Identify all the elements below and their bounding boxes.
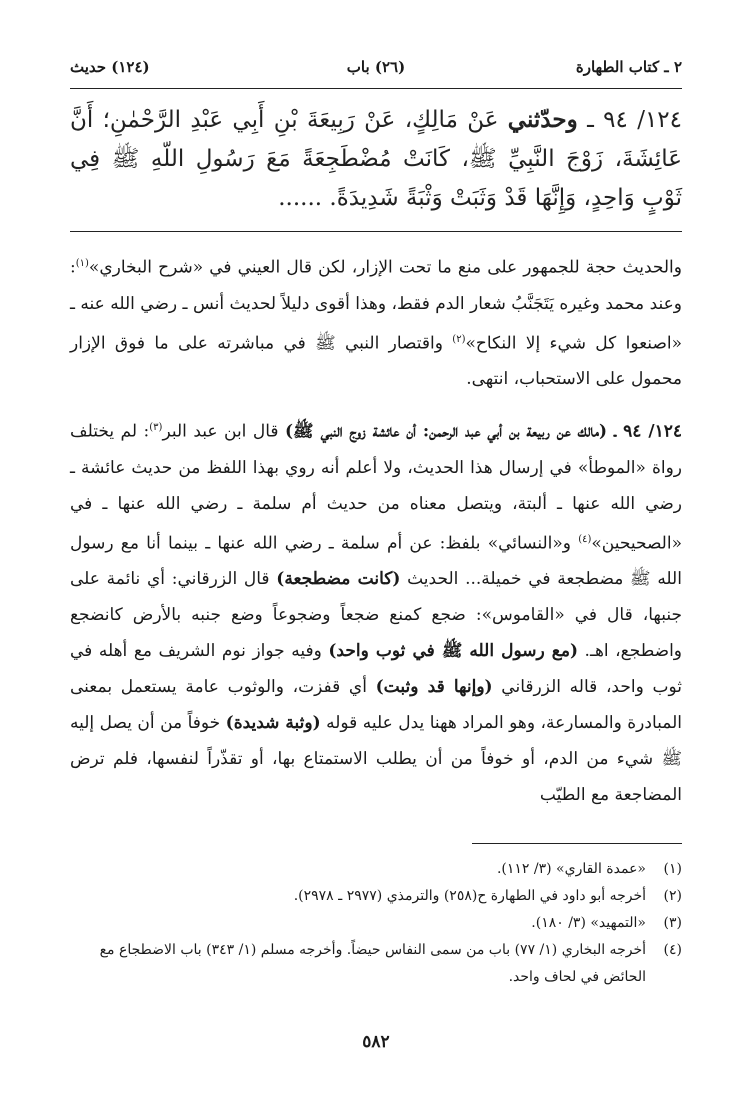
book-page — [70, 0, 682, 1097]
header-rule — [70, 88, 682, 89]
footnote-text: «التمهيد» (٣/ ١٨٠). — [531, 915, 646, 931]
running-header — [70, 58, 682, 86]
commentary-1-text2: : وعند محمد وغيره يَتَجَنَّبُ شعار الدم فقط، وهذا أقوى دليلاً لحديث أنس ـ رضي الله عنه ـ «اصنعوا كل شيء إلا النكاح» — [70, 257, 682, 354]
commentary-2-text4: قال الزرقاني: أي نائمة على جنبها، قال في «القاموس»: ضجع كمنع ضجعاً وضجوعاً وضع جنبه بالأرض كانضجع واضطجع، اهـ. — [70, 569, 683, 662]
footnote-text: أخرجه البخاري (١/ ٧٧) باب من سمى النفاس حيضاً. وأخرجه مسلم (١/ ٣٤٣) باب الاضطجاع مع الحائض في لحاف واحد. — [99, 942, 646, 985]
hadith-text — [70, 100, 682, 218]
footnote-text: أخرجه أبو داود في الطهارة ح(٢٥٨) والترمذي (٢٩٧٧ ـ ٢٩٧٨). — [293, 888, 646, 904]
book-title: ٢ ـ كتاب الطهارة — [575, 58, 682, 76]
footnote-ref-4: (٤) — [578, 533, 592, 545]
commentary-2-text2: : لم يختلف رواة «الموطأ» في إرسال هذا الحديث، ولا أعلم أنه روي بهذا اللفظ من حديث عائشة ـ رضي الله عنها ـ ألبتة، ويتصل معناه من حديث أم سلمة ـ رضي الله عنها ـ في «الصحيحين» — [70, 421, 682, 554]
commentary-1-text: والحديث حجة للجمهور على منع ما تحت الإزار، لكن قال العيني في «شرح البخاري» — [88, 257, 682, 278]
commentary-2-quote-4: (وثبة شديدة) — [225, 713, 321, 734]
footnotes — [70, 856, 682, 991]
footnote-number: (٣) — [663, 915, 682, 931]
commentary-2-text1: قال ابن عبد البر — [162, 421, 286, 442]
commentary-2-text5: وفيه جواز نوم الشريف مع أهله في ثوب واحد، قاله الزرقاني — [70, 641, 682, 698]
commentary-2-text7: خوفاً من أن يصل إليه ﷺ شيء من الدم، أو خوفاً من أن يطلب الاستمتاع بها، أو تقذّراً لنفسها، فلم ترض المضاجعة مع الطيّب — [70, 713, 682, 806]
chapter-title: (٢٦) باب — [346, 58, 406, 76]
commentary-2-quote-3: (وإنها قد وثبت) — [375, 677, 493, 698]
commentary-2-quote-2: (مع رسول الله ﷺ في ثوب واحد) — [328, 641, 578, 662]
commentary-paragraph-1 — [70, 246, 682, 397]
footnote-text: «عمدة القاري» (٣/ ١١٢). — [496, 861, 646, 877]
commentary-paragraph-2 — [70, 410, 682, 813]
hadith-number: ١٢٤/ ٩٤ ـ — [587, 107, 683, 133]
commentary-2-text3: و«النسائي» بلفظ: عن أم سلمة ـ رضي الله عنها ـ بينما أنا مع رسول الله ﷺ مضطجعة في خميلة... الحديث — [70, 533, 682, 590]
commentary-2-lead: ١٢٤/ ٩٤ ـ (مالك عن ربيعة بن أبي عبد الرحمن: أن عائشة زوج النبي ﷺ) — [285, 421, 682, 442]
footnote-number: (١) — [663, 861, 682, 877]
commentary-2-text6: أي قفزت، والوثوب عامة يستعمل بمعنى المبادرة والمسارعة، وهو المراد ههنا يدل عليه قوله — [70, 677, 682, 734]
footnote — [70, 856, 682, 883]
footnote-rule — [472, 843, 682, 844]
footnote — [70, 937, 682, 991]
hadith-reference: (١٢٤) حديث — [70, 58, 150, 76]
footnote-number: (٢) — [663, 888, 682, 904]
hadith-rule — [70, 231, 682, 232]
commentary-2-quote-1: (كانت مضطجعة) — [276, 569, 401, 590]
footnote — [70, 910, 682, 937]
footnote — [70, 883, 682, 910]
hadith-lead: وحدّثني — [507, 106, 578, 133]
commentary-1-text3: واقتصار النبي ﷺ في مباشرته على ما فوق الإزار محمول على الاستحباب، انتهى. — [70, 333, 682, 390]
footnote-ref-3: (٣) — [149, 422, 163, 433]
footnote-ref-2: (٢) — [452, 333, 466, 345]
page-number: ٥٨٢ — [362, 1032, 390, 1052]
footnote-ref-1: (١) — [75, 258, 89, 269]
hadith-body: عَنْ مَالِكٍ، عَنْ رَبِيعَةَ بْنِ أَبِي عَبْدِ الرَّحْمٰنِ؛ أَنَّ عَائِشَةَ، زَوْجَ النَّبِيِّ ﷺ، كَانَتْ مُضْطَجِعَةً مَعَ رَسُولِ اللّهِ ﷺ فِي ثَوْبٍ وَاحِدٍ، وَإِنَّهَا قَدْ وَثَبَتْ وَثْبَةً شَدِيدَةً. ...... — [70, 107, 682, 211]
footnote-number: (٤) — [663, 942, 682, 958]
